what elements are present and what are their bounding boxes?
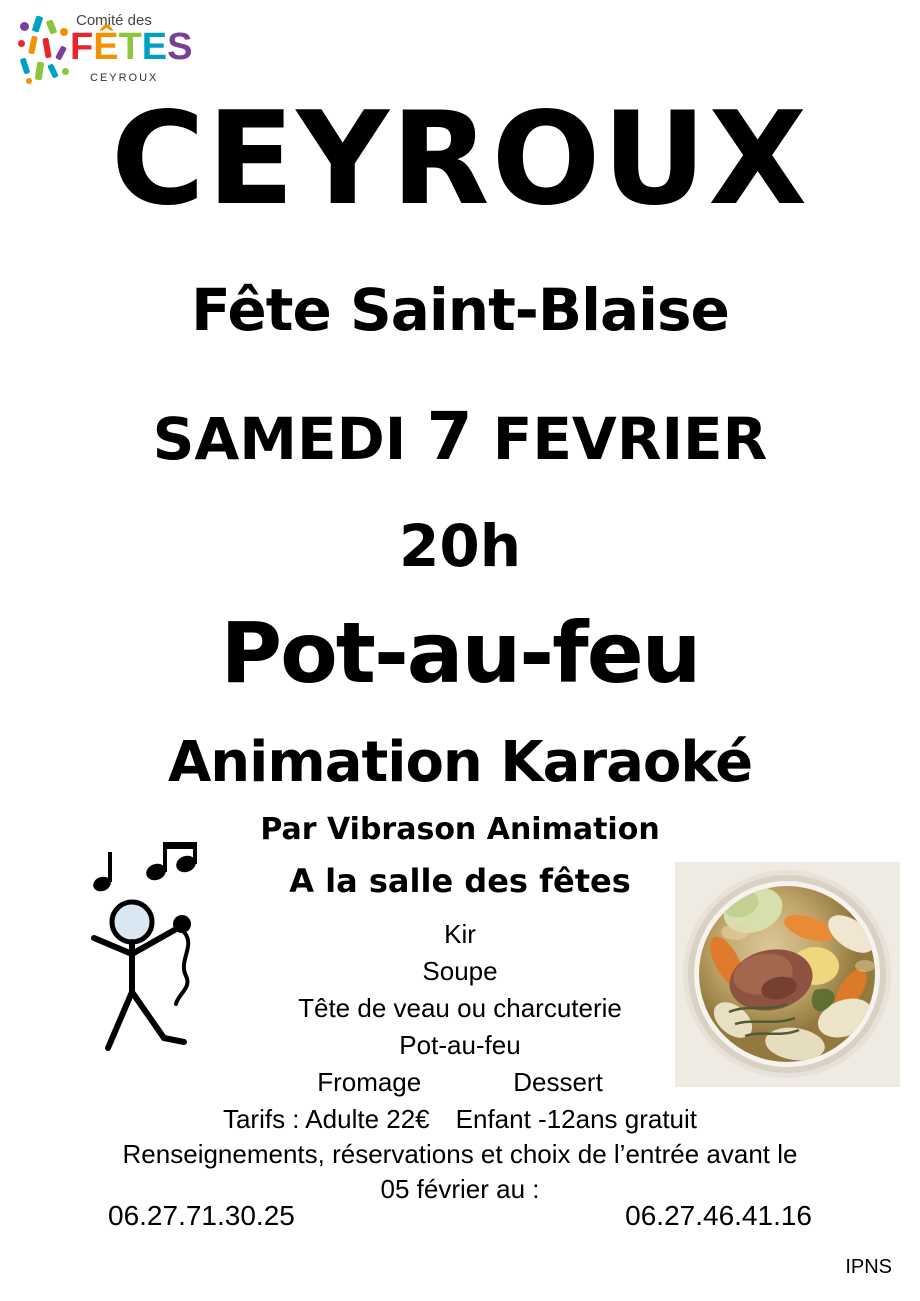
logo-letter-t: T <box>118 26 142 68</box>
logo-sub-text: CEYROUX <box>90 72 159 84</box>
event-dish: Pot-au-feu <box>220 604 700 702</box>
event-place: A la salle des fêtes <box>289 862 631 900</box>
price-adult: Tarifs : Adulte 22€ <box>222 1104 430 1134</box>
event-date-number: 7 <box>426 398 473 475</box>
comite-des-fetes-logo <box>18 8 193 92</box>
phone-number-1[interactable]: 06.27.71.30.25 <box>108 1200 295 1231</box>
event-date <box>0 398 920 475</box>
info-block <box>0 1102 920 1207</box>
confetti-burst-icon <box>18 16 74 86</box>
event-hour: 20h <box>398 512 521 580</box>
logo-letter-e: E <box>141 26 168 68</box>
event-name: Fête Saint-Blaise <box>191 276 729 344</box>
menu-item-dessert: Dessert <box>513 1066 603 1097</box>
menu-list <box>0 916 920 1101</box>
menu-item: Soupe <box>422 955 498 986</box>
event-date-prefix: SAMEDI <box>152 405 427 473</box>
menu-item: Tête de veau ou charcuterie <box>298 992 622 1023</box>
event-animation: Animation Karaoké <box>167 730 753 795</box>
contact-line-1: Renseignements, réservations et choix de l’entrée avant le <box>122 1139 798 1170</box>
logo-letter-s: S <box>167 26 193 68</box>
ipns-footer: IPNS <box>845 1256 892 1278</box>
price-child: Enfant -12ans gratuit <box>455 1104 698 1134</box>
menu-item-cheese: Fromage <box>317 1066 422 1097</box>
event-provider: Par Vibrason Animation <box>260 812 660 847</box>
menu-item: Kir <box>444 919 476 949</box>
logo-letter-f: F <box>70 26 94 68</box>
menu-item-row <box>0 1064 920 1101</box>
logo-main-text <box>70 28 193 66</box>
event-date-month: FEVRIER <box>472 405 768 473</box>
phone-numbers <box>0 1200 920 1232</box>
music-note-icon <box>91 842 198 894</box>
page-title: CEYROUX <box>110 85 810 234</box>
logo-letter-e-circ: Ê <box>93 26 119 68</box>
contact-line-2: 05 février au : <box>380 1174 540 1205</box>
logo-top-text: Comité des <box>76 12 152 29</box>
menu-item: Pot-au-feu <box>399 1029 521 1060</box>
phone-number-2[interactable]: 06.27.46.41.16 <box>625 1200 812 1231</box>
pricing-row <box>0 1102 920 1137</box>
